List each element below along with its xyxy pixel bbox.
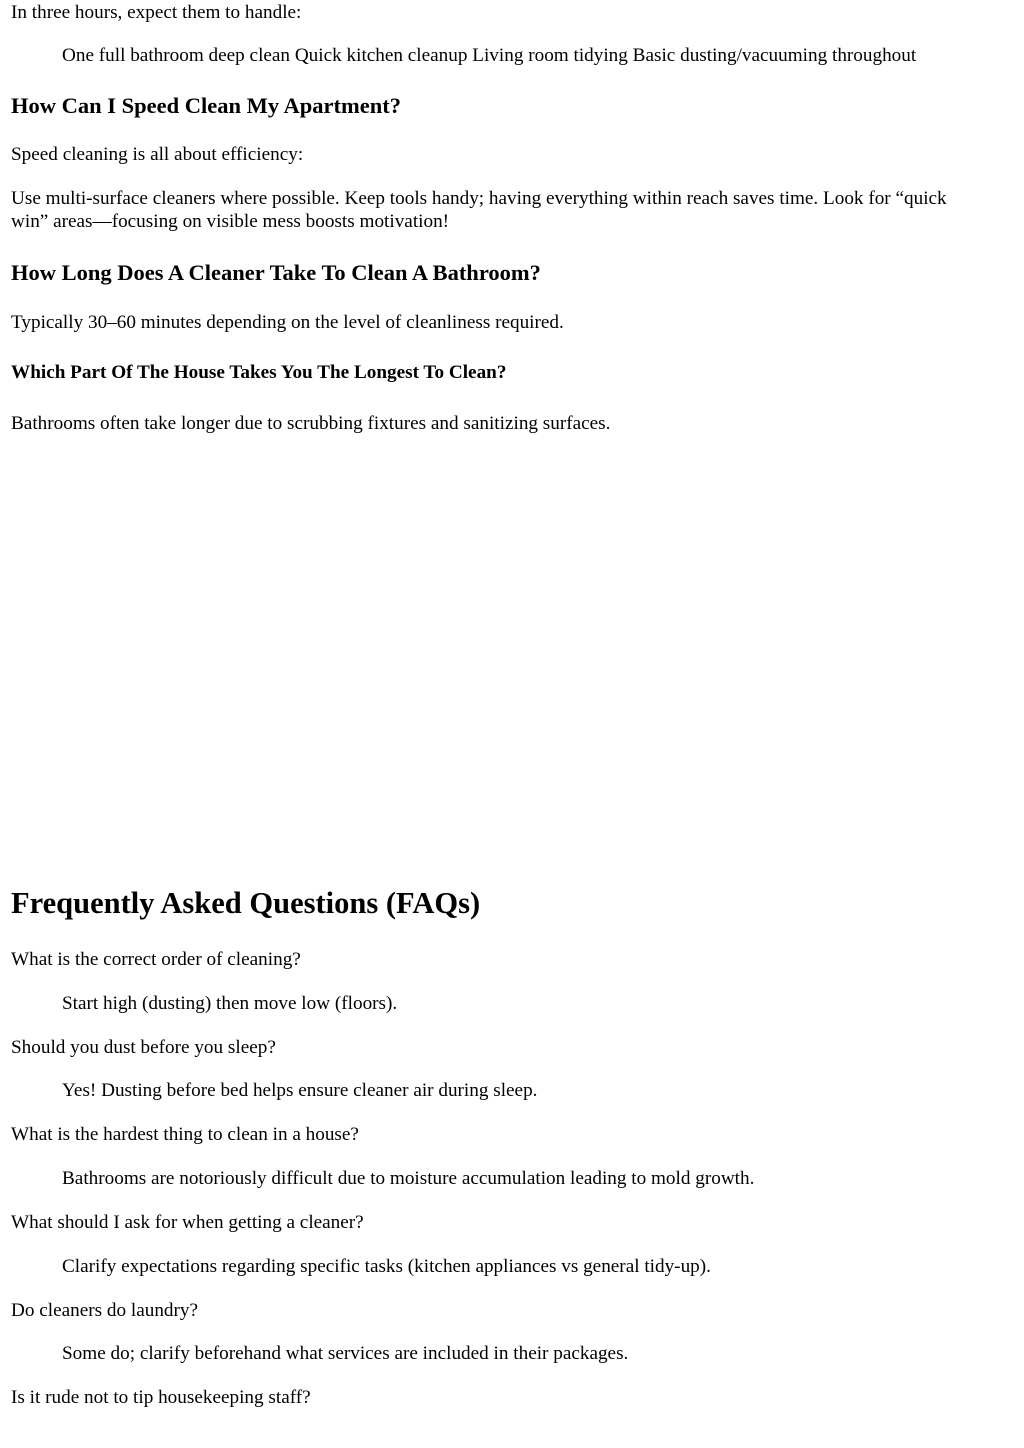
faq-heading: Frequently Asked Questions (FAQs) — [11, 886, 481, 920]
faq-answer: Bathrooms are notoriously difficult due to moisture accumulation leading to mold growth. — [62, 1168, 755, 1189]
faq-question: Is it rude not to tip housekeeping staff? — [11, 1387, 311, 1408]
three-hours-task-list: One full bathroom deep clean Quick kitchen cleanup Living room tidying Basic dusting/vacuuming throughout — [62, 45, 917, 66]
faq-question: What is the correct order of cleaning? — [11, 949, 301, 970]
faq-question: What should I ask for when getting a cleaner? — [11, 1212, 364, 1233]
speed-clean-heading: How Can I Speed Clean My Apartment? — [11, 93, 402, 118]
speed-clean-tips: Use multi-surface cleaners where possible. Keep tools handy; having everything within reach saves time. Look for “quick win” areas—focusing on visible mess boosts motivation! — [11, 188, 947, 232]
speed-clean-intro: Speed cleaning is all about efficiency: — [11, 144, 304, 165]
faq-question: What is the hardest thing to clean in a house? — [11, 1124, 359, 1145]
longest-room-answer: Bathrooms often take longer due to scrubbing fixtures and sanitizing surfaces. — [11, 413, 611, 434]
faq-answer: Some do; clarify beforehand what services are included in their packages. — [62, 1343, 629, 1364]
faq-answer: Clarify expectations regarding specific tasks (kitchen appliances vs general tidy-up). — [62, 1256, 711, 1277]
longest-room-heading: Which Part Of The House Takes You The Longest To Clean? — [11, 362, 507, 383]
bathroom-time-heading: How Long Does A Cleaner Take To Clean A Bathroom? — [11, 260, 541, 285]
faq-answer: Yes! Dusting before bed helps ensure cleaner air during sleep. — [62, 1080, 538, 1101]
faq-question: Do cleaners do laundry? — [11, 1300, 199, 1321]
bathroom-time-answer: Typically 30–60 minutes depending on the level of cleanliness required. — [11, 312, 564, 333]
three-hours-intro: In three hours, expect them to handle: — [11, 2, 302, 23]
faq-question: Should you dust before you sleep? — [11, 1037, 276, 1058]
faq-answer: Start high (dusting) then move low (floors). — [62, 993, 398, 1014]
